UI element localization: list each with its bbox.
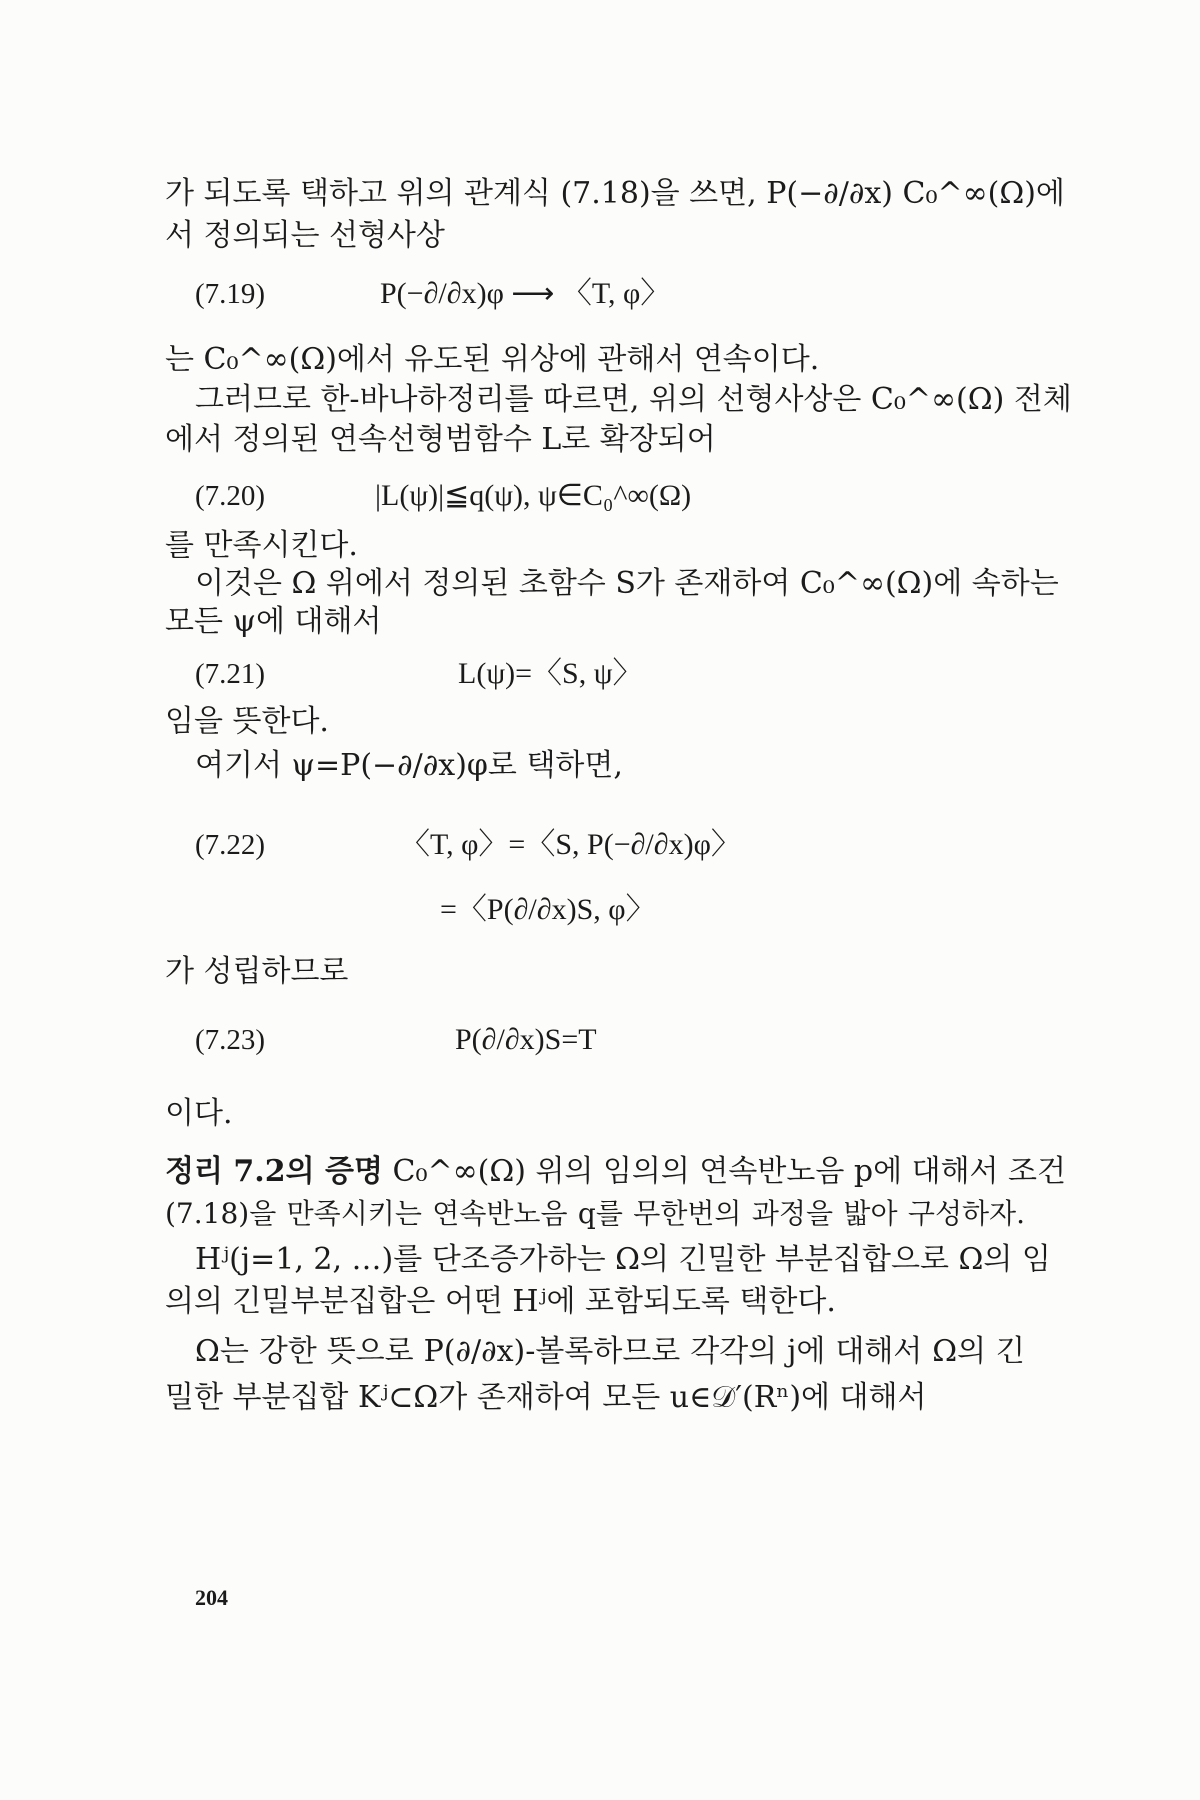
equation-7-21: L(ψ)=〈S, ψ〉	[458, 657, 643, 690]
text-line-4: 그러므로 한-바나하정리를 따르면, 위의 선형사상은 C₀^∞(Ω) 전체	[195, 382, 1072, 417]
equation-7-22: 〈T, φ〉=〈S, P(−∂/∂x)φ〉	[400, 828, 741, 861]
text-line-5: 에서 정의된 연속선형범함수 L로 확장되어	[165, 422, 716, 457]
equation-7-22-continuation: =〈P(∂/∂x)S, φ〉	[440, 893, 656, 926]
equation-7-23: P(∂/∂x)S=T	[455, 1023, 597, 1056]
page-number: 204	[195, 1585, 228, 1610]
text-line-7: 이것은 Ω 위에서 정의된 초함수 S가 존재하여 C₀^∞(Ω)에 속하는	[195, 566, 1059, 601]
theorem-heading: 정리 7.2의 증명	[165, 1154, 383, 1189]
text-line-3: 는 C₀^∞(Ω)에서 유도된 위상에 관해서 연속이다.	[165, 342, 820, 377]
text-line-13	[165, 1150, 1067, 1194]
text-line-6: 를 만족시킨다.	[165, 528, 358, 563]
equation-number: (7.19)	[195, 278, 266, 310]
text-line-13-body: C₀^∞(Ω) 위의 임의의 연속반노음 p에 대해서 조건	[392, 1154, 1067, 1189]
text-line-1: 가 되도록 택하고 위의 관계식 (7.18)을 쓰면, P(−∂/∂x) C₀^∞(Ω)에	[165, 176, 1065, 211]
text-line-2: 서 정의되는 선형사상	[165, 218, 445, 253]
text-line-8: 모든 ψ에 대해서	[165, 604, 382, 639]
text-line-14: (7.18)을 만족시키는 연속반노음 q를 무한번의 과정을 밟아 구성하자.	[165, 1197, 1025, 1230]
text-line-10: 여기서 ψ=P(−∂/∂x)φ로 택하면,	[195, 748, 623, 783]
text-line-11: 가 성립하므로	[165, 954, 349, 989]
equation-7-20: |L(ψ)|≦q(ψ), ψ∈C₀^∞(Ω)	[375, 479, 692, 512]
equation-number: (7.23)	[195, 1024, 266, 1056]
text-line-16: 의의 긴밀부분집합은 어떤 Hʲ에 포함되도록 택한다.	[165, 1284, 836, 1319]
text-line-9: 임을 뜻한다.	[165, 704, 329, 739]
equation-number: (7.21)	[195, 658, 266, 690]
text-line-12: 이다.	[165, 1096, 233, 1131]
equation-number: (7.22)	[195, 829, 266, 861]
equation-number: (7.20)	[195, 480, 266, 512]
equation-7-19: P(−∂/∂x)φ ⟶ 〈T, φ〉	[380, 277, 671, 310]
text-line-17: Ω는 강한 뜻으로 P(∂/∂x)-볼록하므로 각각의 j에 대해서 Ω의 긴	[195, 1334, 1025, 1369]
text-line-15: Hʲ(j=1, 2, …)를 단조증가하는 Ω의 긴밀한 부분집합으로 Ω의 임	[195, 1242, 1051, 1277]
text-line-18: 밀한 부분집합 Kʲ⊂Ω가 존재하여 모든 u∈𝒟′(Rⁿ)에 대해서	[165, 1380, 927, 1415]
